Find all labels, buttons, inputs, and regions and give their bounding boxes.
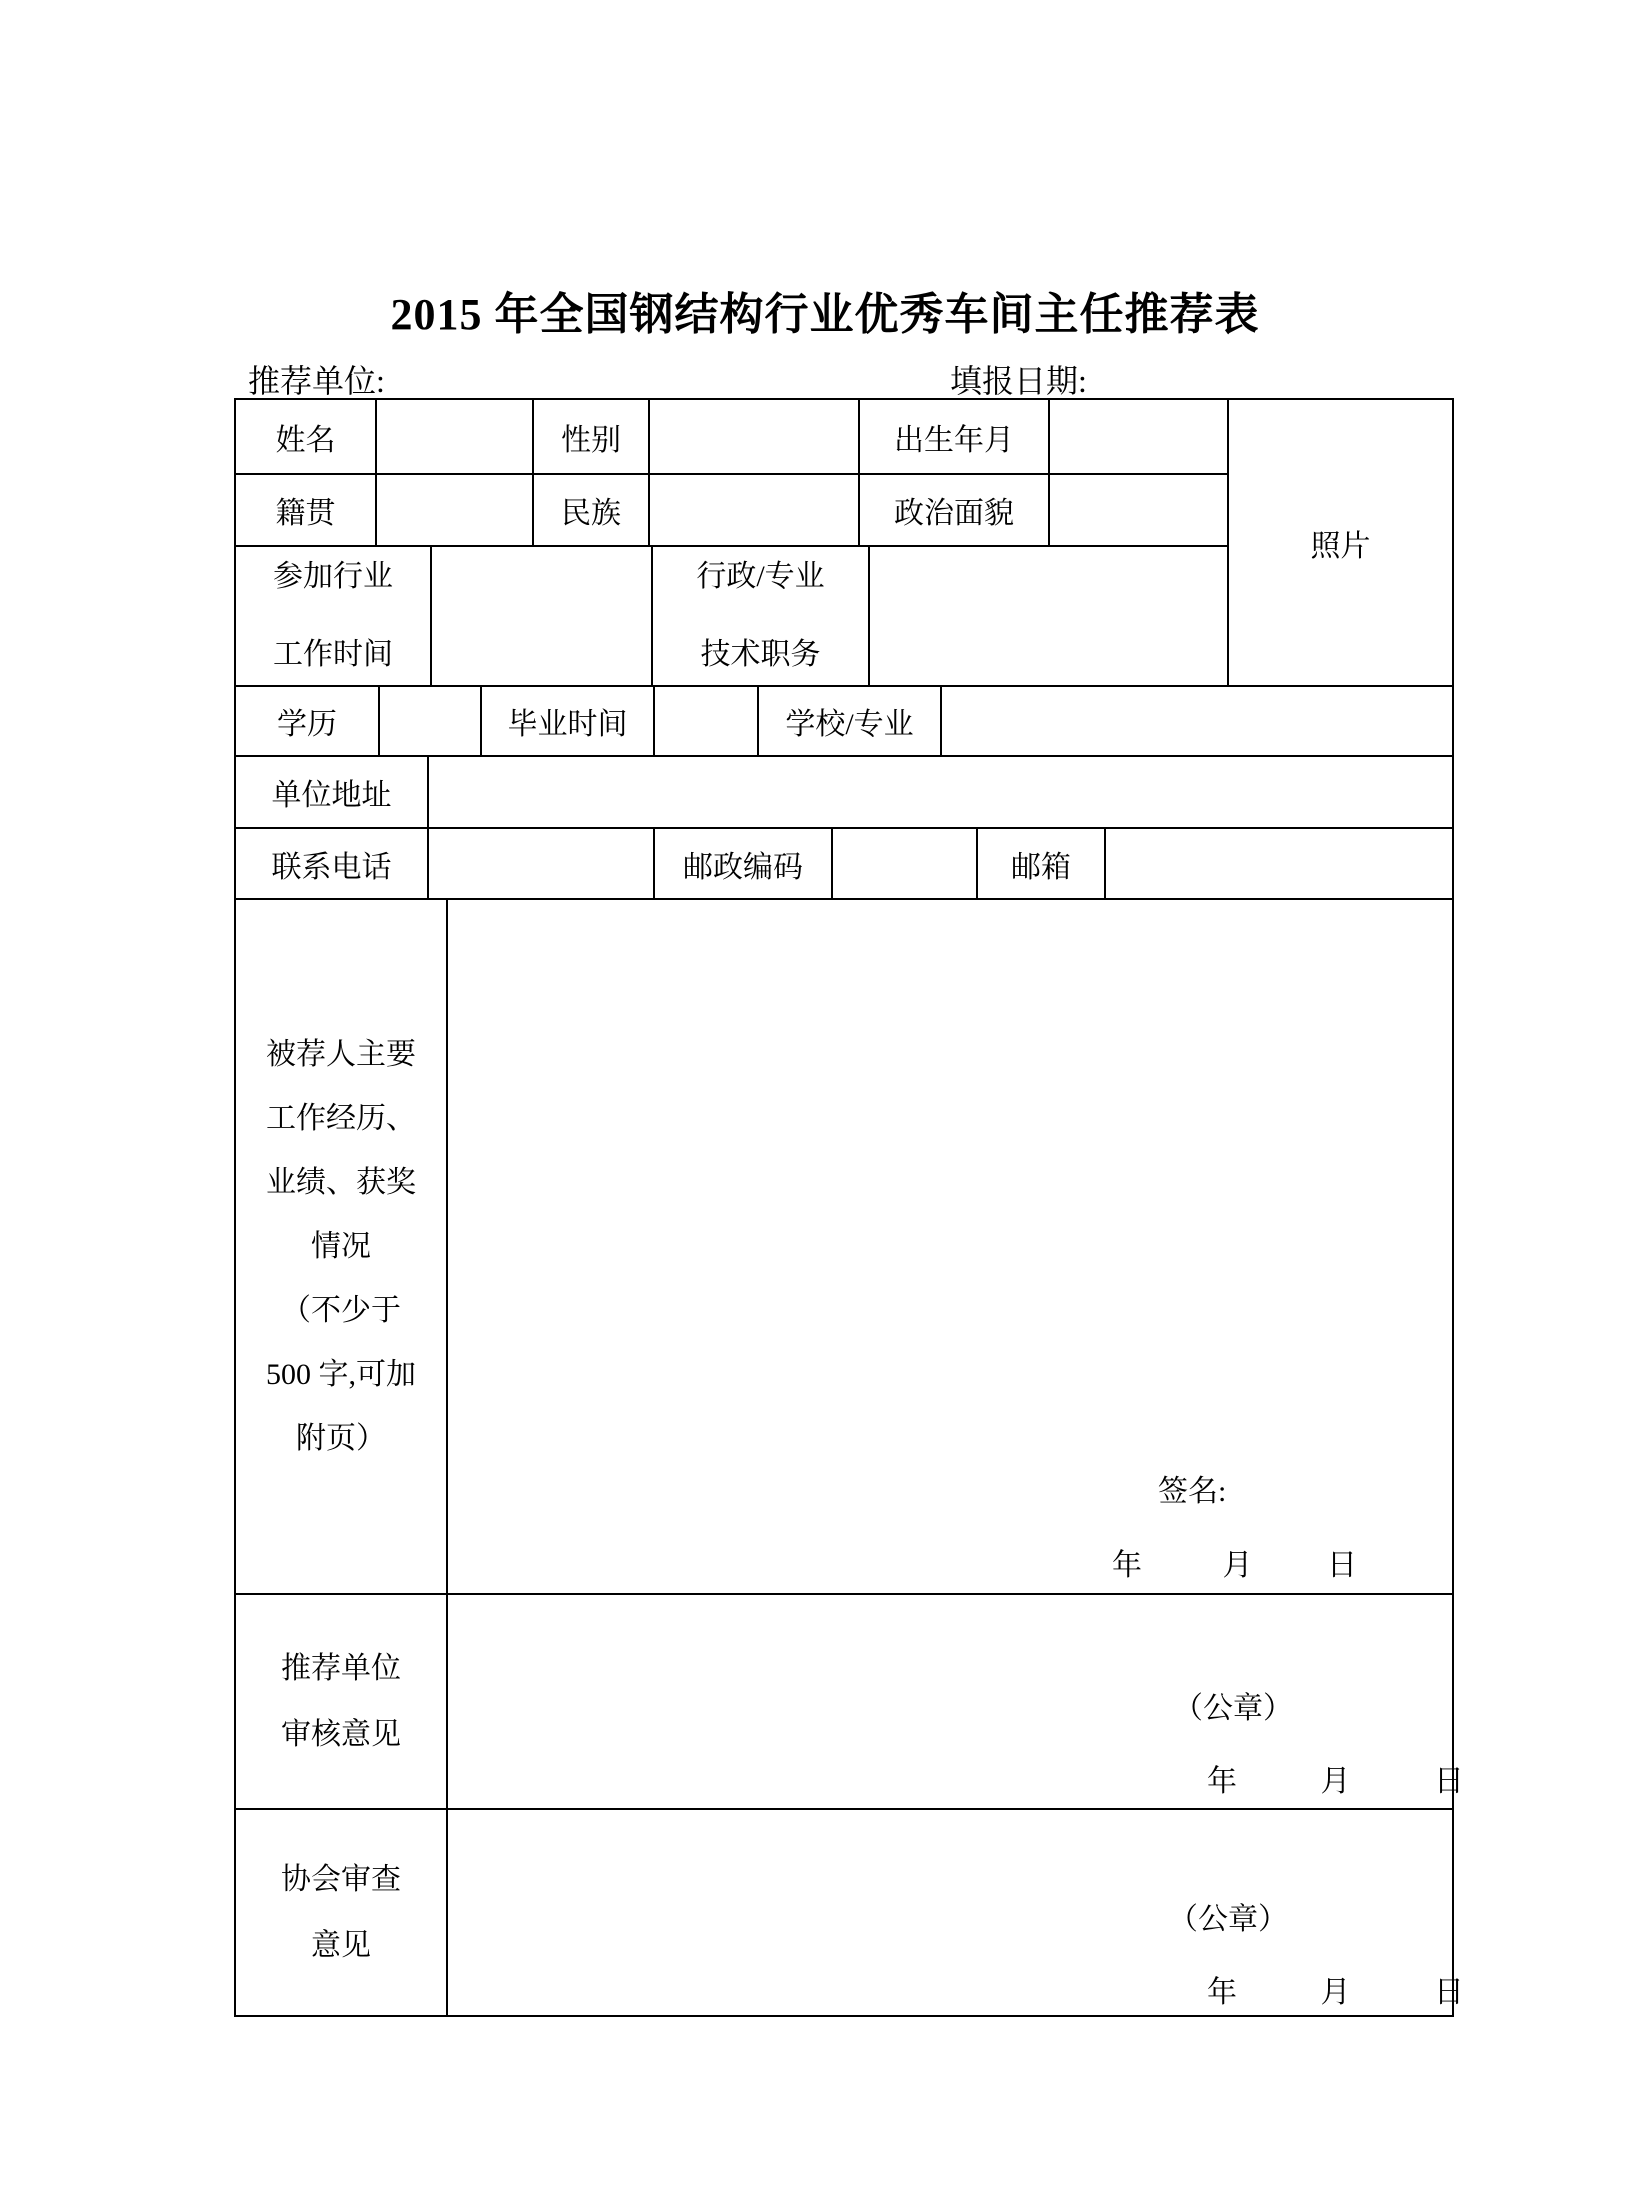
recommending-unit-label: 推荐单位: (248, 363, 385, 399)
unit-review-seal-label: （公章） (1173, 1692, 1293, 1725)
association-review-cell[interactable] (448, 1810, 1464, 2017)
unit-address-label: 单位地址 (236, 757, 429, 829)
name-value-cell[interactable] (377, 400, 534, 475)
native-place-value-cell[interactable] (377, 475, 534, 547)
ethnicity-value-cell[interactable] (650, 475, 860, 547)
page-title: 2015 年全国钢结构行业优秀车间主任推荐表 (390, 290, 1260, 339)
admin-tech-title-label-line1: 行政/专业 (696, 560, 825, 593)
association-review-date (1207, 1967, 1464, 2011)
email-value-cell[interactable] (1106, 829, 1454, 900)
education-value-cell[interactable] (380, 687, 482, 757)
association-review-label (236, 1810, 448, 2017)
industry-work-time-label-line2: 工作时间 (273, 638, 393, 671)
name-label: 姓名 (236, 400, 377, 475)
association-review-year-label: 年 (1207, 1976, 1237, 2009)
school-major-label: 学校/专业 (759, 687, 942, 757)
unit-review-year-label: 年 (1207, 1765, 1237, 1798)
unit-review-label (236, 1595, 448, 1810)
gender-value-cell[interactable] (650, 400, 860, 475)
photo-label: 照片 (1310, 529, 1371, 563)
education-label: 学历 (236, 687, 380, 757)
graduation-time-value-cell[interactable] (655, 687, 759, 757)
association-review-month-label: 月 (1320, 1976, 1351, 2009)
association-review-label-line2: 意见 (311, 1928, 371, 1962)
admin-tech-title-value-cell[interactable] (870, 547, 1229, 687)
summary-label-line2: 工作经历、 (266, 1101, 416, 1135)
photo-cell[interactable] (1229, 400, 1454, 687)
postal-code-label: 邮政编码 (655, 829, 833, 900)
graduation-time-label: 毕业时间 (482, 687, 655, 757)
association-review-label-line1: 协会审查 (281, 1862, 401, 1896)
unit-review-label-line2: 审核意见 (281, 1717, 401, 1751)
summary-label-line4: 情况 (311, 1229, 371, 1263)
political-status-value-cell[interactable] (1050, 475, 1229, 547)
birth-date-value-cell[interactable] (1050, 400, 1229, 475)
summary-label-line1: 被荐人主要 (266, 1037, 416, 1071)
recommendee-summary-cell[interactable] (448, 900, 1454, 1595)
industry-work-time-label-line1: 参加行业 (273, 560, 393, 593)
unit-review-month-label: 月 (1320, 1765, 1351, 1798)
summary-label-line5: （不少于 (281, 1293, 401, 1327)
birth-date-label: 出生年月 (860, 400, 1050, 475)
signature-year-label: 年 (1112, 1549, 1142, 1582)
postal-code-value-cell[interactable] (833, 829, 978, 900)
association-review-seal-label: （公章） (1168, 1903, 1288, 1936)
signature-date (1112, 1540, 1357, 1584)
signature-day-label: 日 (1327, 1549, 1357, 1582)
gender-label: 性别 (534, 400, 650, 475)
email-label: 邮箱 (978, 829, 1106, 900)
industry-work-time-value-cell[interactable] (432, 547, 653, 687)
fill-date-label: 填报日期: (950, 363, 1087, 399)
summary-label-line6: 500 字,可加 (266, 1357, 416, 1391)
signature-label: 签名: (1158, 1475, 1227, 1508)
political-status-label: 政治面貌 (860, 475, 1050, 547)
summary-label-line7: 附页） (296, 1421, 386, 1455)
admin-tech-title-label (653, 547, 870, 687)
unit-review-label-line1: 推荐单位 (281, 1651, 401, 1685)
ethnicity-label: 民族 (534, 475, 650, 547)
recommendee-summary-label (236, 900, 448, 1595)
recommendation-form-table (234, 398, 1464, 2017)
association-review-day-label: 日 (1434, 1976, 1464, 2009)
signature-month-label: 月 (1222, 1549, 1253, 1582)
unit-review-date (1207, 1756, 1464, 1800)
native-place-label: 籍贯 (236, 475, 377, 547)
summary-label-line3: 业绩、获奖 (266, 1165, 416, 1199)
phone-value-cell[interactable] (429, 829, 655, 900)
phone-label: 联系电话 (236, 829, 429, 900)
unit-review-day-label: 日 (1434, 1765, 1464, 1798)
unit-review-cell[interactable] (448, 1595, 1464, 1810)
unit-address-value-cell[interactable] (429, 757, 1454, 829)
admin-tech-title-label-line2: 技术职务 (700, 638, 821, 671)
school-major-value-cell[interactable] (942, 687, 1454, 757)
industry-work-time-label (236, 547, 432, 687)
